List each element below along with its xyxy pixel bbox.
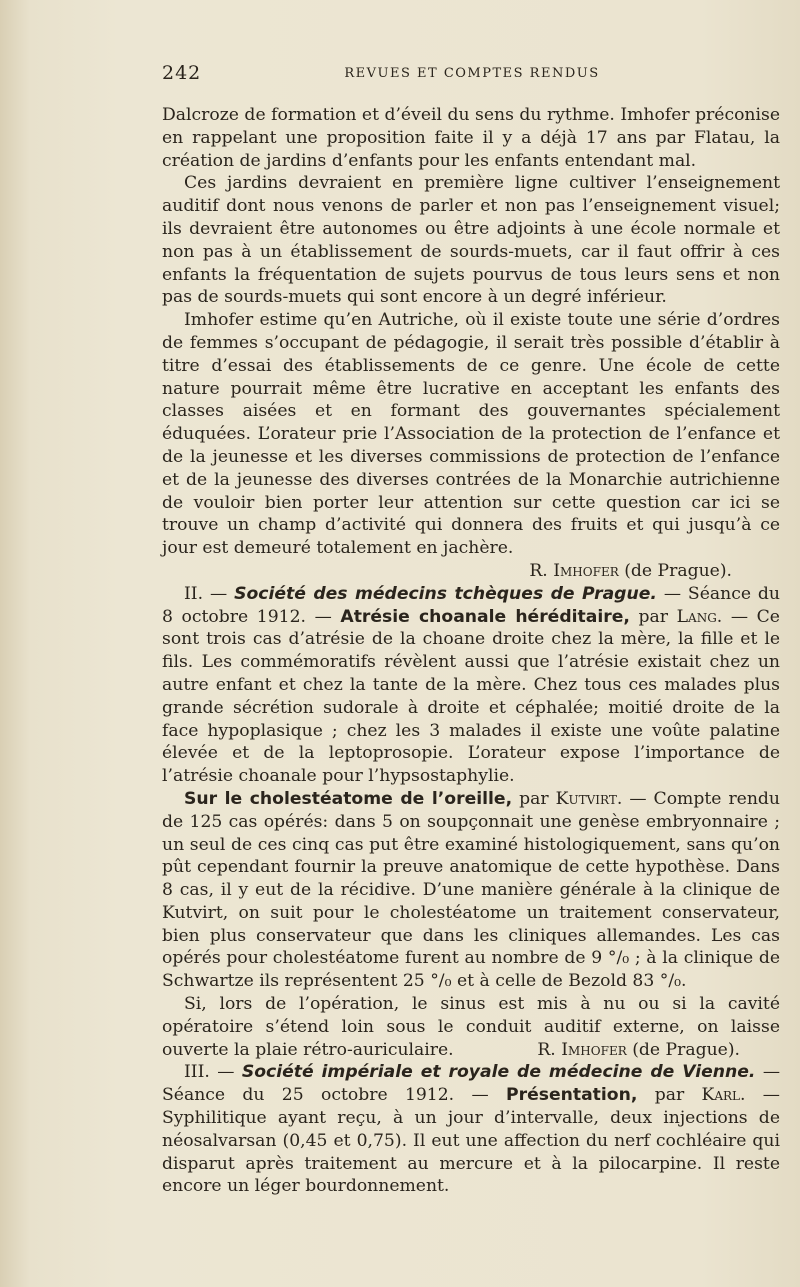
signature-2 <box>515 1039 780 1062</box>
page-header <box>162 60 782 90</box>
item-text: . — Syphilitique ayant reçu, à un jour d’intervalle, deux injections de néosalvarsan (0,45 et 0,75). Il eut une affection du nerf cochléaire qui disparut après traitement au mercure et à la pilocarpine. Il reste encore un léger bourdonnement. <box>162 1085 780 1197</box>
item-author: Karl <box>701 1085 740 1106</box>
section-number: III. — <box>184 1062 242 1083</box>
signature-suffix: (de Prague). <box>626 1039 740 1060</box>
signature-suffix: (de Prague). <box>618 560 732 581</box>
section-3 <box>162 1061 780 1198</box>
paragraph-3: Imhofer estime qu’en Autriche, où il existe toute une série d’ordres de femmes s’occupant de pédagogie, il serait très possible d’établir à titre d’essai des établissements de ce genre. Une école de cette nature pourrait même être lucrative en acceptant les enfants des classes aisées et en formant des gouvernantes spécialement éduquées. L’orateur prie l’Association de la protection de l’enfance et de la jeunesse et les diverses commissions de protection de l’enfance et de la jeunesse des diverses contrées de la Monarchie autrichienne de vouloir bien porter leur attention sur cette question car ici se trouve un champ d’activité qui donnera des fruits et qui jusqu’à ce jour est demeuré totalement en jachère. <box>162 310 780 559</box>
item-by: par <box>512 788 556 809</box>
item-title: Présentation, <box>506 1085 638 1106</box>
section-2 <box>162 583 780 788</box>
item-by: par <box>637 1085 702 1106</box>
paragraph-1: Dalcroze de formation et d’éveil du sens du rythme. Imhofer préconise en rappelant une proposition faite il y a déjà 17 ans par Flatau, la création de jardins d’enfants pour les enfants entendant mal. <box>162 105 780 171</box>
signature-author: Imhofer <box>553 560 619 581</box>
signature-prefix: R. <box>537 1039 562 1060</box>
item-text: . — Compte rendu de 125 cas opérés: dans 5 on soupçonnait une genèse embryonnaire ; un seul de ces cinq cas put être examiné histologiquement, sans qu’on pût cependant fournir la preuve anatomique de cette hypothèse. Dans 8 cas, il y eut de la récidive. D’une manière générale à la clinique de Kutvirt, on suit pour le cholestéatome un traitement conservateur, bien plus conservateur que dans les cliniques allemandes. Les cas opérés pour cholestéatome furent au nombre de 9 °/₀ ; à la clinique de Schwartze ils représentent 25 °/₀ et à celle de Bezold 83 °/₀. <box>162 788 780 992</box>
running-title: REVUES ET COMPTES RENDUS <box>344 66 600 81</box>
paragraph-2: Ces jardins devraient en première ligne cultiver l’enseignement auditif dont nous venons de parler et non pas l’enseignement visuel; ils devraient être autonomes ou être adjoints à une école normale et non pas à un établissement de sourds-muets, car il faut offrir à ces enfants la fréquentation de sujets pourvus de tous leurs sens et non pas de sourds-muets qui sont encore à un degré inférieur. <box>162 173 780 308</box>
page-number: 242 <box>162 62 202 84</box>
section-intro: — Séance du 8 octobre 1912. — <box>162 583 780 627</box>
section-title: Société impériale et royale de médecine de Vienne. <box>241 1062 756 1083</box>
body-text <box>162 104 780 1198</box>
item-title: Atrésie choanale héréditaire, <box>340 606 630 627</box>
paragraph-text: Si, lors de l’opération, le sinus est mis à nu ou si la cavité opératoire s’étend loin sous le conduit auditif externe, on laisse ouverte la plaie rétro-auriculaire. <box>162 994 780 1060</box>
signature-author: Imhofer <box>561 1039 627 1060</box>
paragraph-sinus <box>162 993 780 1061</box>
item-title: Sur le cholestéatome de l’oreille, <box>184 788 513 809</box>
section-title: Société des médecins tchèques de Prague. <box>234 583 657 604</box>
section-intro: — Séance du 25 octobre 1912. — <box>162 1062 781 1106</box>
item-by: par <box>629 606 677 627</box>
item-author: Lang <box>676 606 717 627</box>
item-author: Kutvirt <box>555 788 617 809</box>
section-number: II. — <box>184 583 235 604</box>
signature-1 <box>162 560 780 583</box>
signature-prefix: R. <box>529 560 554 581</box>
item-text: . — Ce sont trois cas d’atrésie de la choane droite chez la mère, la fille et le fils. Les commémoratifs révèlent aussi que l’atrésie existait chez un autre enfant et chez la tante de la mère. Chez tous ces malades plus grande sécrétion sudorale à droite et céphalée; moitié droite de la face hypoplasique ; chez les 3 malades il existe une voûte palatine élevée et de la leptoprosopie. L’orateur expose l’importance de l’atrésie choanale pour l’hypsostaphylie. <box>162 606 780 787</box>
section-2-item-2 <box>162 788 780 993</box>
